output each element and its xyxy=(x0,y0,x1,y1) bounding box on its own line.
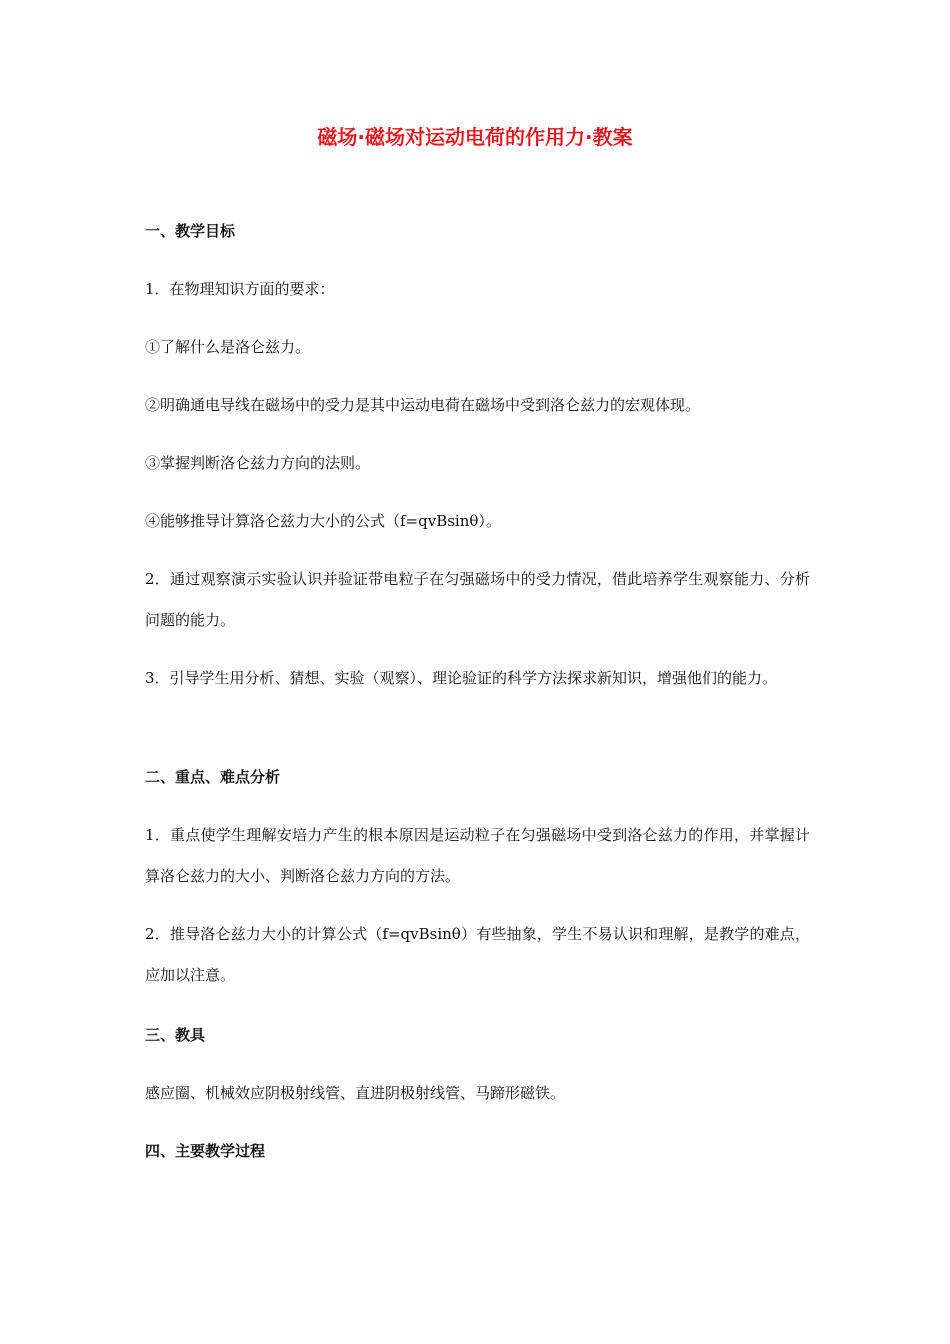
section-heading-objectives: 一、教学目标 xyxy=(145,222,236,240)
paragraph: 3．引导学生用分析、猜想、实验（观察）、理论验证的科学方法探求新知识，增强他们的能力。 xyxy=(145,669,778,687)
paragraph: 1．在物理知识方面的要求： xyxy=(145,280,335,298)
paragraph: 2．通过观察演示实验认识并验证带电粒子在匀强磁场中的受力情况，借此培养学生观察能力、分析问题的能力。 xyxy=(145,570,810,629)
paragraph: ③掌握判断洛仑兹力方向的法则。 xyxy=(145,454,371,472)
paragraph: 感应圈、机械效应阴极射线管、直进阴极射线管、马蹄形磁铁。 xyxy=(145,1084,566,1102)
paragraph: ④能够推导计算洛仑兹力大小的公式（f=qvBsinθ）。 xyxy=(145,512,501,530)
document-title: 磁场·磁场对运动电荷的作用力·教案 xyxy=(317,125,633,149)
section-heading-teaching-process: 四、主要教学过程 xyxy=(145,1142,266,1160)
paragraph: 2．推导洛仑兹力大小的计算公式（f=qvBsinθ）有些抽象，学生不易认识和理解，是教学的难点，应加以注意。 xyxy=(145,925,810,984)
paragraph: 1．重点使学生理解安培力产生的根本原因是运动粒子在匀强磁场中受到洛仑兹力的作用，并掌握计算洛仑兹力的大小、判断洛仑兹力方向的方法。 xyxy=(145,826,810,885)
section-heading-teaching-aids: 三、教具 xyxy=(145,1026,206,1044)
paragraph: ①了解什么是洛仑兹力。 xyxy=(145,338,311,356)
paragraph: ②明确通电导线在磁场中的受力是其中运动电荷在磁场中受到洛仑兹力的宏观体现。 xyxy=(145,396,701,414)
section-heading-key-points: 二、重点、难点分析 xyxy=(145,768,281,786)
